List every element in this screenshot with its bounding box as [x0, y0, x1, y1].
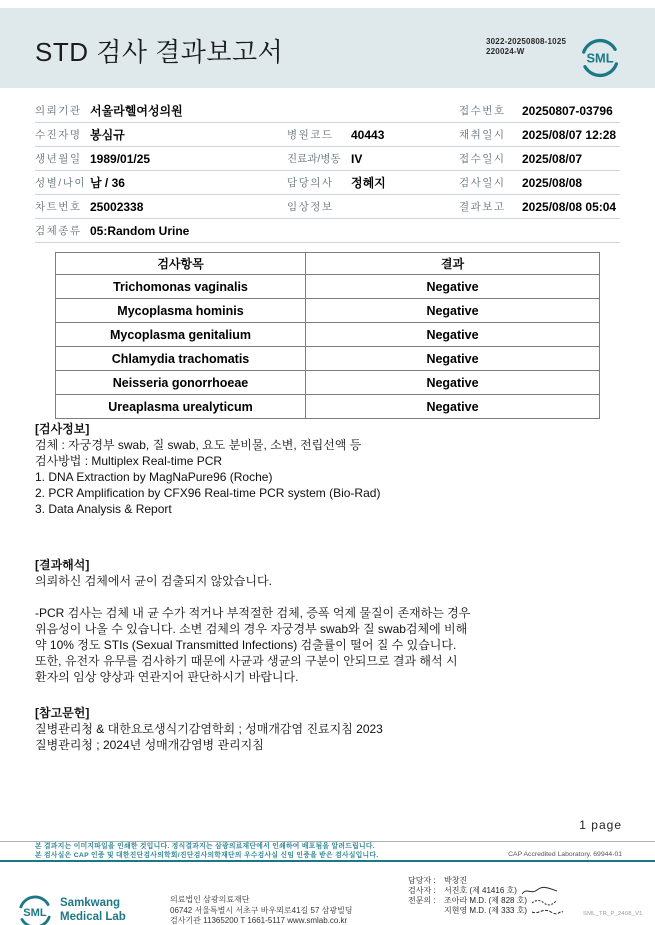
- page-number: 1 page: [579, 818, 622, 832]
- field-label: 임상정보: [287, 201, 334, 213]
- text-line: 약 10% 정도 STIs (Sexual Transmitted Infections) 검출률이 떨어 질 수 있습니다.: [35, 638, 457, 652]
- column-header-item: 검사항목: [56, 253, 306, 275]
- patient-row: [35, 147, 620, 171]
- test-result: Negative: [306, 323, 600, 347]
- patient-row: [35, 195, 620, 219]
- signer-row: [408, 876, 565, 886]
- chart-no-value: 25002338: [90, 199, 144, 214]
- patient-row: [35, 99, 620, 123]
- brand-line1: Samkwang: [60, 897, 121, 909]
- patient-info-section: [35, 99, 620, 243]
- field-label: 접수일시: [459, 153, 506, 165]
- spacer: [35, 589, 625, 605]
- signer-label: 검사자 :: [408, 886, 436, 895]
- document-number-line1: 3022-20250808-1025: [486, 37, 567, 46]
- signer-name: 조아라 M.D. (제 828 호): [444, 896, 528, 905]
- svg-text:SML: SML: [23, 906, 47, 919]
- text-line: 질병관리청 ; 2024년 성매개감염병 관리지침: [35, 738, 264, 752]
- report-datetime-value: 2025/08/08 05:04: [522, 199, 617, 214]
- sml-logo-icon: [578, 36, 622, 80]
- text-line: -PCR 검사는 검체 내 균 수가 적거나 부적절한 검체, 증폭 억제 물질이 존재하는 경우: [35, 606, 471, 620]
- test-date-value: 2025/08/08: [522, 175, 583, 190]
- text-line: 검체 : 자궁경부 swab, 질 swab, 요도 분비물, 소변, 전립선액 등: [35, 438, 362, 452]
- doctor-value: 정혜지: [351, 176, 386, 190]
- page-title: STD 검사 결과보고서: [35, 37, 284, 67]
- spacer: [35, 541, 625, 557]
- column-header-result: 결과: [306, 253, 600, 275]
- test-item: Chlamydia trachomatis: [56, 347, 306, 371]
- field-label: 결과보고: [459, 201, 506, 213]
- field-label: 접수번호: [459, 105, 506, 117]
- text-line: 위음성이 나올 수 있습니다. 소변 검체의 경우 자궁경부 swab와 질 swab검체에 비해: [35, 622, 468, 636]
- test-item: Neisseria gonorrhoeae: [56, 371, 306, 395]
- signature-icon: [531, 906, 565, 916]
- field-label: 검사일시: [459, 177, 506, 189]
- organization-address: [170, 895, 353, 925]
- field-label: 차트번호: [35, 201, 82, 213]
- test-result: Negative: [306, 371, 600, 395]
- patient-row: [35, 219, 620, 243]
- text-line: 1. DNA Extraction by MagNaPure96 (Roche): [35, 470, 273, 484]
- table-row: [56, 323, 600, 347]
- signer-row: [408, 906, 565, 916]
- notice-line: 본 검사실은 CAP 인증 및 대한진단검사의학회/진단검사의학재단의 우수검사실 신임 인증을 받은 검사실입니다.: [35, 851, 379, 859]
- field-label: 담당의사: [287, 177, 334, 189]
- brand-line2: Medical Lab: [60, 910, 126, 923]
- document-number: [486, 37, 566, 57]
- report-text-sections: [35, 421, 625, 753]
- test-item: Mycoplasma genitalium: [56, 323, 306, 347]
- field-label: 채취일시: [459, 129, 506, 141]
- svg-text:SML: SML: [586, 50, 614, 66]
- signer-name: 지현영 M.D. (제 333 호): [444, 906, 528, 915]
- signer-label: 전문의 :: [408, 896, 436, 905]
- field-label: 진료과/병동: [287, 153, 341, 165]
- document-number-line2: 220024-W: [486, 47, 525, 56]
- field-label: 수진자명: [35, 129, 82, 141]
- footer-notices: [35, 843, 378, 860]
- receipt-no-value: 20250807-03796: [522, 103, 613, 118]
- test-result: Negative: [306, 347, 600, 371]
- signer-row: [408, 886, 565, 896]
- signer-label: 담당자 :: [408, 876, 436, 885]
- test-item: Ureaplasma urealyticum: [56, 395, 306, 419]
- patient-name-value: 봉심규: [90, 128, 125, 142]
- text-line: 2. PCR Amplification by CFX96 Real-time PCR system (Bio-Rad): [35, 486, 381, 500]
- signer-block: [408, 876, 565, 916]
- org-contact-line: 검사기관 11365200 T 1661-5117 www.smlab.co.kr: [170, 916, 348, 925]
- receipt-date-value: 2025/08/07: [522, 151, 583, 166]
- test-result: Negative: [306, 275, 600, 299]
- patient-row: [35, 123, 620, 147]
- text-line: 질병관리청 & 대한요로생식기감염학회 ; 성매개감염 진료지침 2023: [35, 722, 383, 736]
- test-item: Mycoplasma hominis: [56, 299, 306, 323]
- signer-name: 박창진: [444, 876, 468, 885]
- signer-name: 서진호 (제 41416 호): [444, 886, 517, 895]
- table-row: [56, 347, 600, 371]
- field-label: 생년월일: [35, 153, 82, 165]
- org-name: 의료법인 삼광의료재단: [170, 895, 250, 904]
- text-line: 환자의 임상 양상과 연관지어 판단하시기 바랍니다.: [35, 670, 299, 684]
- table-row: [56, 299, 600, 323]
- field-label: 검체종류: [35, 225, 82, 237]
- results-table: [55, 252, 600, 419]
- document-code: SML_TR_P_2408_V1: [583, 911, 643, 917]
- specimen-type-value: 05:Random Urine: [90, 223, 190, 238]
- cap-accreditation: CAP Accredited Laboratory. 69944-01: [508, 851, 622, 858]
- header-band: [0, 8, 655, 88]
- birth-date-value: 1989/01/25: [90, 151, 151, 166]
- results-header-row: [56, 253, 600, 275]
- teal-divider: [0, 860, 655, 862]
- interpretation-summary: 의뢰하신 검체에서 균이 검출되지 않았습니다.: [35, 574, 272, 588]
- test-item: Trichomonas vaginalis: [56, 275, 306, 299]
- org-address-line: 06742 서울특별시 서초구 바우뫼로41길 57 삼광빌딩: [170, 905, 353, 915]
- table-row: [56, 371, 600, 395]
- divider: [0, 841, 655, 842]
- patient-row: [35, 171, 620, 195]
- hospital-code-value: 40443: [351, 127, 385, 142]
- text-line: 3. Data Analysis & Report: [35, 502, 172, 516]
- signature-icon: [531, 896, 561, 906]
- section-title-test-info: [검사정보]: [35, 422, 90, 436]
- sml-footer-logo-icon: [16, 893, 54, 925]
- table-row: [56, 395, 600, 419]
- section-title-interpretation: [결과해석]: [35, 558, 90, 572]
- field-label: 의뢰기관: [35, 105, 82, 117]
- notice-line: 본 결과지는 이미지파일을 인쇄한 것입니다. 정식결과지는 삼광의료재단에서 인쇄하여 배포됨을 알려드립니다.: [35, 843, 375, 850]
- test-result: Negative: [306, 395, 600, 419]
- requesting-org-value: 서울라헬여성의원: [90, 104, 183, 118]
- section-title-references: [참고문헌]: [35, 706, 90, 720]
- dept-ward-value: IV: [351, 151, 363, 166]
- brand-name: [60, 897, 126, 924]
- spacer: [35, 517, 625, 541]
- table-row: [56, 275, 600, 299]
- field-label: 성별/나이: [35, 177, 86, 189]
- signature-icon: [521, 886, 559, 896]
- sex-age-value: 남 / 36: [90, 176, 125, 190]
- signer-row: [408, 896, 565, 906]
- text-line: 또한, 유전자 유무를 검사하기 때문에 사균과 생균의 구분이 안되므로 결과 해석 시: [35, 654, 458, 668]
- spacer: [35, 685, 625, 705]
- test-result: Negative: [306, 299, 600, 323]
- text-line: 검사방법 : Multiplex Real-time PCR: [35, 454, 223, 468]
- collect-datetime-value: 2025/08/07 12:28: [522, 127, 617, 142]
- field-label: 병원코드: [287, 129, 334, 141]
